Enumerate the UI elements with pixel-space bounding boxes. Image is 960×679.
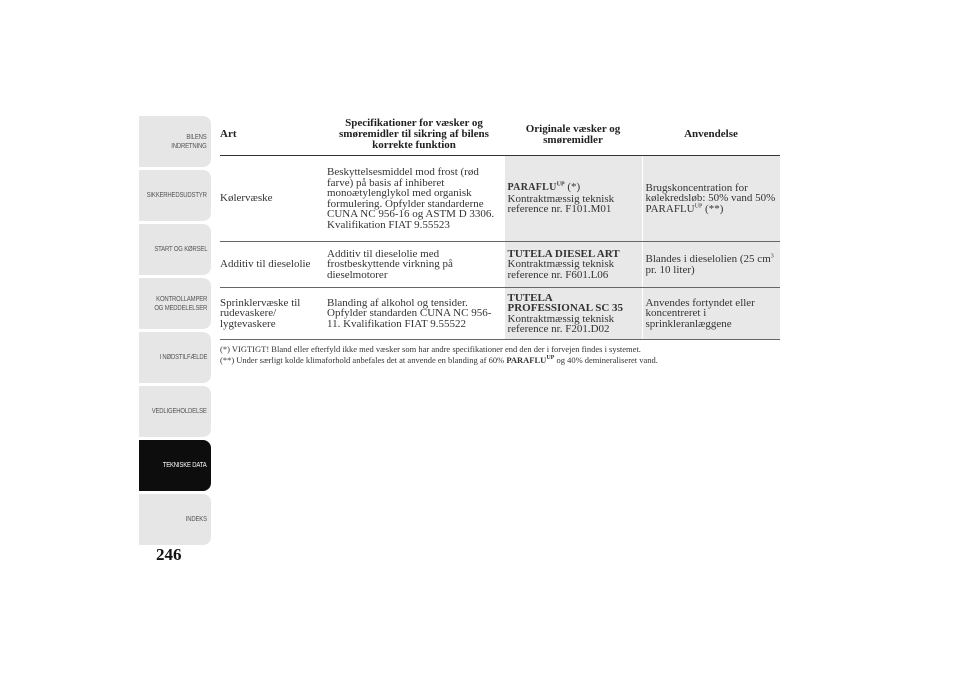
table-row bbox=[220, 156, 780, 242]
tab-label: TEKNISKE DATA bbox=[163, 462, 207, 469]
use-sup: UP bbox=[694, 203, 703, 210]
tab-label: INDEKS bbox=[185, 516, 207, 523]
tab-label: I NØDSTILFÆLDE bbox=[159, 354, 207, 361]
cell-use: Anvendes fortyndet eller koncentreret i sprinkleranlæggene bbox=[642, 288, 780, 340]
footnote-2-sup: UP bbox=[546, 355, 555, 362]
footnote-2-text: (**) Under særligt kolde klimaforhold anbefales det at anvende en blanding af 60% bbox=[220, 355, 507, 365]
footnote-2-text-end: og 40% demineraliseret vand. bbox=[554, 355, 658, 365]
header-original: Originale væsker og smøremidler bbox=[504, 116, 642, 156]
use-text-end: (**) bbox=[702, 202, 724, 215]
cell-art: Kølervæske bbox=[220, 156, 324, 242]
tab-vedligeholdelse[interactable] bbox=[139, 386, 211, 437]
tab-label: KONTROLLAMPER OG MEDDELELSER bbox=[154, 295, 207, 312]
tab-sikkerhedsudstyr[interactable] bbox=[139, 170, 211, 221]
product-reference: Kontraktmæssig teknisk reference nr. F101.M01 bbox=[507, 192, 615, 216]
cell-art: Additiv til dieselolie bbox=[220, 242, 324, 288]
table-header-row bbox=[220, 116, 780, 156]
cell-spec: Blanding af alkohol og tensider. Opfylder standarden CUNA NC 956-11. Kvalifikation FIAT 9.55522 bbox=[324, 288, 504, 340]
cell-original bbox=[504, 156, 642, 242]
tab-label: SIKKERHEDSUDSTYR bbox=[146, 192, 207, 199]
use-text-end: pr. 10 liter) bbox=[645, 263, 695, 276]
header-spec: Specifikationer for væsker og smøremidler til sikring af bilens korrekte funktion bbox=[324, 116, 504, 156]
tab-kontrollamper[interactable] bbox=[139, 278, 211, 329]
cell-use bbox=[642, 242, 780, 288]
tab-bilens-indretning[interactable] bbox=[139, 116, 211, 167]
footnotes bbox=[220, 344, 780, 366]
cell-use bbox=[642, 156, 780, 242]
fluids-table bbox=[220, 116, 780, 340]
header-use: Anvendelse bbox=[642, 116, 780, 156]
tab-start-og-korsel[interactable] bbox=[139, 224, 211, 275]
tab-label: START OG KØRSEL bbox=[153, 246, 207, 253]
footnote-1: (*) VIGTIGT! Bland eller efterfyld ikke med væsker som har andre specifikationer end den der i forvejen findes i systemet. bbox=[220, 344, 641, 354]
fluids-table-section bbox=[220, 116, 780, 366]
cell-spec: Beskyttelsesmiddel mod frost (rød farve) på basis af inhiberet monoætylenglykol med organisk formulering. Opfylder standarderne CUNA NC 956-16 og ASTM D 3306. Kvalifikation FIAT 9.55523 bbox=[324, 156, 504, 242]
cell-art: Sprinklervæske til rudevaskere/ lygtevaskere bbox=[220, 288, 324, 340]
table-row bbox=[220, 242, 780, 288]
product-reference: Kontraktmæssig teknisk reference nr. F201.D02 bbox=[507, 312, 615, 335]
cell-spec: Additiv til dieselolie med frostbeskyttende virkning på dieselmotorer bbox=[324, 242, 504, 288]
use-sup: 3 bbox=[770, 253, 774, 260]
use-text: Blandes i dieselolien (25 cm bbox=[645, 253, 771, 265]
product-reference: Kontraktmæssig teknisk reference nr. F601.L06 bbox=[507, 258, 615, 281]
product-name: TUTELA PROFESSIONAL SC 35 bbox=[507, 291, 624, 314]
tab-label: VEDLIGEHOLDELSE bbox=[152, 408, 207, 415]
page-number: 246 bbox=[156, 545, 182, 564]
table-row bbox=[220, 288, 780, 340]
cell-original bbox=[504, 288, 642, 340]
chapter-tabs bbox=[139, 116, 211, 548]
footnote-mark: (*) bbox=[564, 181, 581, 194]
product-name: PARAFLU bbox=[507, 182, 557, 194]
tab-indeks[interactable] bbox=[139, 494, 211, 545]
product-sup: UP bbox=[556, 181, 565, 188]
footnote-2 bbox=[220, 355, 780, 366]
product-name: TUTELA DIESEL ART bbox=[507, 247, 620, 260]
tab-label: BILENS INDRETNING bbox=[171, 133, 207, 150]
use-text: Brugskoncentration for kølekredsløb: 50% vand 50% PARAFLU bbox=[645, 181, 776, 215]
cell-original bbox=[504, 242, 642, 288]
header-art: Art bbox=[220, 116, 324, 156]
footnote-2-brand: PARAFLU bbox=[506, 355, 547, 365]
tab-tekniske-data[interactable] bbox=[139, 440, 211, 491]
tab-i-nodstilfaelde[interactable] bbox=[139, 332, 211, 383]
